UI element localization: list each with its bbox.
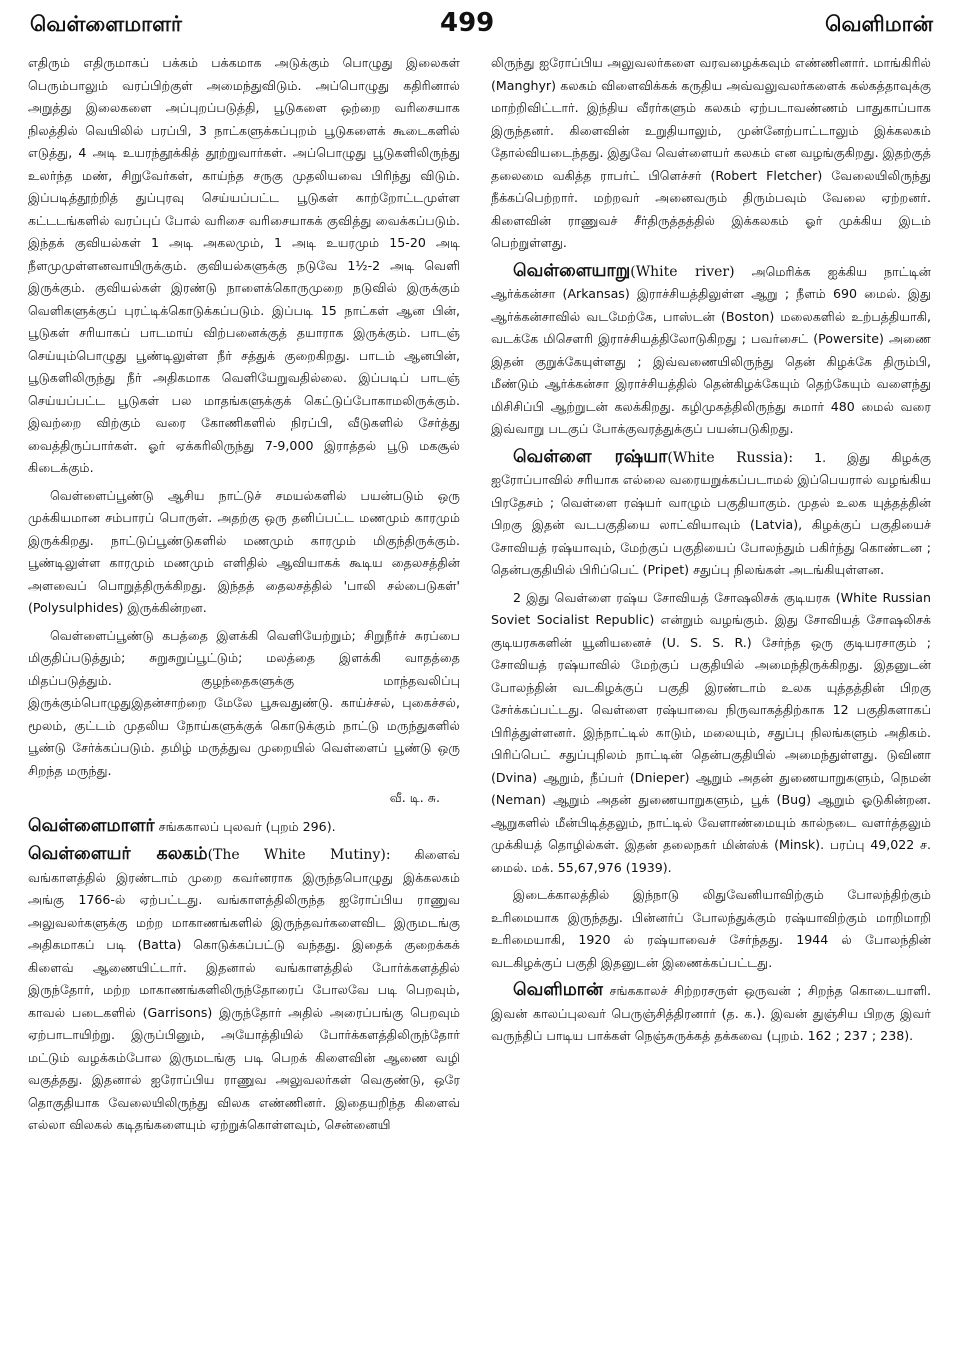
paragraph-mutiny-continued: லிருந்து ஐரோப்பிய அலுவலர்களை வரவழைக்கவும் எண்ணினார். மாங்கிரில் (Manghyr) கலகம் விளைவிக்கக் கருதிய அவ்வலுவலர்களைக் கல்கத்தாவுக்கு மாற்றிவிட்டார். இந்திய வீரர்களும் கலகம் ஏற்படாவண்ணம் பாதுகாப்பாக இருந்தனர். கிளைவின் உறுதியாலும், முன்னேற்பாட்டாலும் இக்கலகம் தோல்வியடைந்தது. இதுவே வெள்ளையர் கலகம் என வழங்குகிறது. இதற்குத் தலைமை வகித்த ராபர்ட் பிளெச்சர் (Robert Fletcher) வேலையிலிருந்து நீக்கப்பெற்றார். மற்றவர் அனைவரும் திரும்பவும் வேலை ஏற்றனர். கிளைவின் ராணுவச் சீர்திருத்தத்தில் இக்கலகம் ஓர் முக்கிய இடம் பெற்றுள்ளது. bbox=[491, 55, 931, 250]
entry-white-river bbox=[491, 260, 931, 441]
entry-headword: வெள்ளையாறு bbox=[513, 260, 631, 281]
entry-body: சங்ககாலச் சிற்றரசருள் ஒருவன் ; சிறந்த கொடையாளி. இவன் காலப்புலவர் பெருஞ்சித்திரனார் (த. க.). இவன் துஞ்சிய பிறகு இவர் வருந்திப் பாடிய பாக்கள் நெஞ்சுருக்கத் தக்கவை (புறம். 162 ; 237 ; 238). bbox=[491, 983, 931, 1043]
entry-english-gloss: (The White Mutiny): bbox=[207, 847, 391, 863]
entry-headword: வெள்ளையர் கலகம் bbox=[28, 844, 208, 864]
left-column bbox=[28, 52, 460, 1352]
paragraph-ssr: 2 இது வெள்ளை ரஷ்ய சோவியத் சோஷலிசக் குடியரசு (White Russian Soviet Socialist Republic) என்றும் வழங்கும். இது சோவியத் சோஷலிசக் குடியரசுகளின் யூனியனைச் (U. S. S. R.) சேர்ந்த ஒரு குடியரசாகும் ; சோவியத் ரஷ்யாவில் மேற்குப் பகுதியில் அமைந்திருக்கிறது. இதனுடன் போலந்தின் வடகிழக்குப் பகுதி இரண்டாம் உலக யுத்தத்தின் பிறகு சேர்க்கப்பட்டது. வெள்ளை ரஷ்யாவை நிருவாகத்திற்காக 12 பகுதிகளாகப் பிரித்துள்ளனர். இந்நாட்டில் காடும், மலையும், சதுப்பு நிலங்களும் அதிகம். பிரிப்பெட் சதுப்புநிலம் நாட்டின் தென்பகுதியில் அமைந்துள்ளது. டுவினா (Dvina) ஆறும், நீப்பர் (Dnieper) ஆறும் அதன் துணையாறுகளும், நெமன் (Neman) ஆறும் அதன் துணையாறுகளும், பூக் (Bug) ஆறும் ஓடுகின்றன. ஆறுகளில் மீன்பிடித்தலும், நாட்டில் வேளாண்மையும் கால்நடை வளர்த்தலும் முக்கியத் தொழில்கள். இதன் தலைநகர் மின்ஸ்க் (Minsk). பரப்பு 49,022 ச. மைல். மக். 55,67,976 (1939). bbox=[491, 589, 931, 875]
entry-velimaan bbox=[491, 979, 931, 1048]
paragraph-garlic-medicine: வெள்ளைப்பூண்டு கபத்தை இளக்கி வெளியேற்றும்; சிறுநீர்ச் சுரப்பை மிகுதிப்படுத்தும்; சுறுசுறுப்பூட்டும்; மலத்தை இளக்கி வாதத்தை மிதப்படுத்தும். குழந்தைகளுக்கு மாந்தவலிப்பு இருக்கும்பொழுதுஇதன்சாற்றை மேலே பூசுவதுண்டு. காய்ச்சல், புகைச்சல், மூலம், குட்டம் முதலிய நோய்களுக்குக் கொடுக்கும் நாட்டு மருந்துகளில் பூண்டு சேர்க்கப்படும். தமிழ் மருத்துவ முறையில் வெள்ளைப் பூண்டு ஒரு சிறந்த மருந்து. bbox=[28, 627, 460, 778]
entry-vellaimalar bbox=[28, 815, 460, 839]
paragraph-garlic-curing: எதிரும் எதிருமாகப் பக்கம் பக்கமாக அடுக்கும் பொழுது இலைகள் பெரும்பாலும் வரப்பிற்குள் அமைந்துவிடும். அப்பொழுது கதிரினால் அறுத்து இலைகளை அப்புறப்படுத்தி, பூடுகளை ஒற்றை வரிசையாக நிலத்தில் வெயிலில் பரப்பி, 3 நாட்களுக்கப்புறம் பூடுகளைக் கூடைகளில் எடுத்து, 4 அடி உயரந்தூக்கித் தூற்றுவார்கள். அப்பொழுது பூடுகளிலிருந்து உலர்ந்த மண், சிறுவேர்கள், காய்ந்த சருகு முதலியவை பிரிந்து விடும். இப்படித்தூற்றித் துப்புரவு செய்யப்பட்ட பூடுகள் காற்றோட்டமுள்ள கட்டடங்களில் வரப்புப் போல் வரிசை வரிசையாகக் குவித்து வைக்கப்படும். இந்தக் குவியல்கள் 1 அடி அகலமும், 1 அடி உயரமும் 15-20 அடி நீளமுமுள்ளனவாயிருக்கும். குவியல்களுக்கு நடுவே 1½-2 அடி வெளி இருக்கும். குவியல்கள் இரண்டு நாளைக்கொருமுறை நடுவில் இருக்கும் வெளிகளுக்குப் புரட்டிக்கொடுக்கப்படும். இப்படி 15 நாட்கள் ஆன பின், பூடுகள் சரியாகப் பாடமாய் விற்பனைக்குத் தயாராக இருக்கும். பாடஞ் செய்யும்பொழுது பூண்டிலுள்ள நீர் சத்துக் குறைகிறது. பாடம் ஆனபின், பூடுகளிலிருந்து நீர் அதிகமாக வெளியேறுவதில்லை. இப்படிப் பாடஞ் செய்யப்பட்ட பூடுகள் பல மாதங்களுக்குக் கெட்டுப்போகாமலிருக்கும். இவற்றை விற்கும் வரை கோணிகளில் நிரப்பி, வீடுகளில் சேர்த்து வைத்திருப்பார்கள். ஓர் ஏக்கரிலிருந்து 7-9,000 இராத்தல் பூடு மகசூல் கிடைக்கும். bbox=[28, 55, 460, 475]
running-head-left: வெள்ளைமாளர் bbox=[30, 12, 183, 36]
page-header bbox=[0, 0, 961, 48]
entry-white-russia bbox=[491, 446, 931, 582]
entry-headword: வெளிமான் bbox=[513, 980, 603, 1000]
right-column bbox=[491, 52, 931, 1352]
paragraph-history: இடைக்காலத்தில் இந்நாடு லிதுவேனியாவிற்கும் போலந்திற்கும் உரிமையாக இருந்தது. பின்னர்ப் போலந்துக்கும் ரஷ்யாவிற்கும் மாறிமாறி உரிமையாகி, 1920 ல் ரஷ்யாவைச் சேர்ந்தது. 1944 ல் போலந்தின் வடகிழக்குப் பகுதி இதனுடன் இணைக்கப்பட்டது. bbox=[491, 887, 931, 970]
paragraph-garlic-spice: வெள்ளைப்பூண்டு ஆசிய நாட்டுச் சமயல்களில் பயன்படும் ஒரு முக்கியமான சம்பாரப் பொருள். அதற்கு ஒரு தனிப்பட்ட மணமும் காரமும் இருக்கிறது. நாட்டுப்பூண்டுகளில் மணமும் காரமும் மிகுந்திருக்கும். பூண்டிலுள்ள காரமும் மணமும் எளிதில் ஆவியாகக் கூடிய தைலசத்தின் அளவைப் பொறுத்திருக்கிறது. இந்தத் தைலசத்தில் 'பாலி சல்பைடுகள்' (Polysulphides) இருக்கின்றன. bbox=[28, 487, 460, 615]
entry-english-gloss: (White river) bbox=[630, 263, 735, 280]
entry-white-mutiny bbox=[28, 843, 460, 1137]
author-signature: வீ. டி. சு. bbox=[389, 790, 440, 805]
entry-body: 1. இது கிழக்கு ஐரோப்பாவில் சரியாக எல்லை வரையறுக்கப்படாமல் இப்பெயரால் வழங்கிய பிரதேசம் ; வெள்ளை ரஷ்யர் வாழும் பகுதியாகும். முதல் உலக யுத்தத்தின் பிறகு இதன் வடபகுதியை லாட்வியாவும் (Latvia), கிழக்குப் பகுதியைச் சோவியத் ரஷ்யாவும், மேற்குப் பகுதியைப் போலந்தும் பகிர்ந்து கொண்டன ; தென்பகுதியில் பிரிப்பெட் (Pripet) சதுப்பு நிலங்கள் அடங்கியுள்ளன. bbox=[491, 449, 931, 577]
entry-body: கிளைவ் வங்காளத்தில் இரண்டாம் முறை கவர்னராக இருந்தபொழுது இக்கலகம் அங்கு 1766-ல் ஏற்பட்டது. வங்காளத்திலிருந்த ஐரோப்பிய ராணுவ அலுவலர்களுக்கு மற்ற மாகாணங்களில் இருந்தவர்களைவிட இருமடங்கு அதிகமாகப் படி (Batta) கொடுக்கப்பட்டு வந்தது. இதைக் குறைக்கக் கிளைவ் ஆணையிட்டார். இதனால் வங்காளத்தில் போர்க்களத்தில் இருந்தோர், மற்ற மாகாணங்களிலிருந்தோரைப் போலவே படி பெறவும், காவல் படைகளில் (Garrisons) இருந்தோர் அதில் அரைப்பங்கு பெறவும் ஏற்பாடாயிற்று. இருப்பினும், அயோத்தியில் போர்க்களத்திலிருந்தோர் மட்டும் வழக்கம்போல இருமடங்கு படி பெறக் கிளைவின் ஆணை வழி வகுத்தது. இதனால் ஐரோப்பிய ராணுவ அலுவலர்கள் வெகுண்டு, ஒரே தொகுதியாக வேலையிலிருந்து விலக எண்ணினர். இதையறிந்த கிளைவ் எல்லா விலகல் கடிதங்களையும் ஏற்றுக்கொள்ளவும், சென்னையி bbox=[28, 847, 460, 1132]
entry-headword: வெள்ளை ரஷ்யா bbox=[513, 446, 668, 467]
page-number: 499 bbox=[440, 8, 495, 38]
entry-headword: வெள்ளைமாளர் bbox=[28, 815, 155, 836]
entry-english-gloss: (White Russia): bbox=[667, 449, 794, 466]
running-head-right: வெளிமான் bbox=[825, 12, 933, 36]
entry-body: சங்ககாலப் புலவர் (புறம் 296). bbox=[154, 818, 336, 834]
entry-body: அமெரிக்க ஐக்கிய நாட்டின் ஆர்க்கன்சா (Arkansas) இராச்சியத்திலுள்ள ஆறு ; நீளம் 690 மைல். இது ஆர்க்கன்சாவில் வடமேற்கே, பாஸ்டன் (Boston) மலைகளில் உற்பத்தியாகி, வடக்கே மிசௌரி இராச்சியத்திலோடுகிறது ; பவர்சைட் (Powersite) அணை இதன் குறுக்கேயுள்ளது ; இவ்வணையிலிருந்து தென் கிழக்கே திரும்பி, மீண்டும் ஆர்க்கன்சா இராச்சியத்தில் தென்கிழக்கேயும் தெற்கேயும் வளைந்து மிசிசிப்பி ஆற்றுடன் கலக்கிறது. கழிமுகத்திலிருந்து சுமார் 480 மைல் வரை இவ்வாறு படகுப் போக்குவரத்துக்குப் பயன்படுகிறது. bbox=[491, 263, 931, 436]
